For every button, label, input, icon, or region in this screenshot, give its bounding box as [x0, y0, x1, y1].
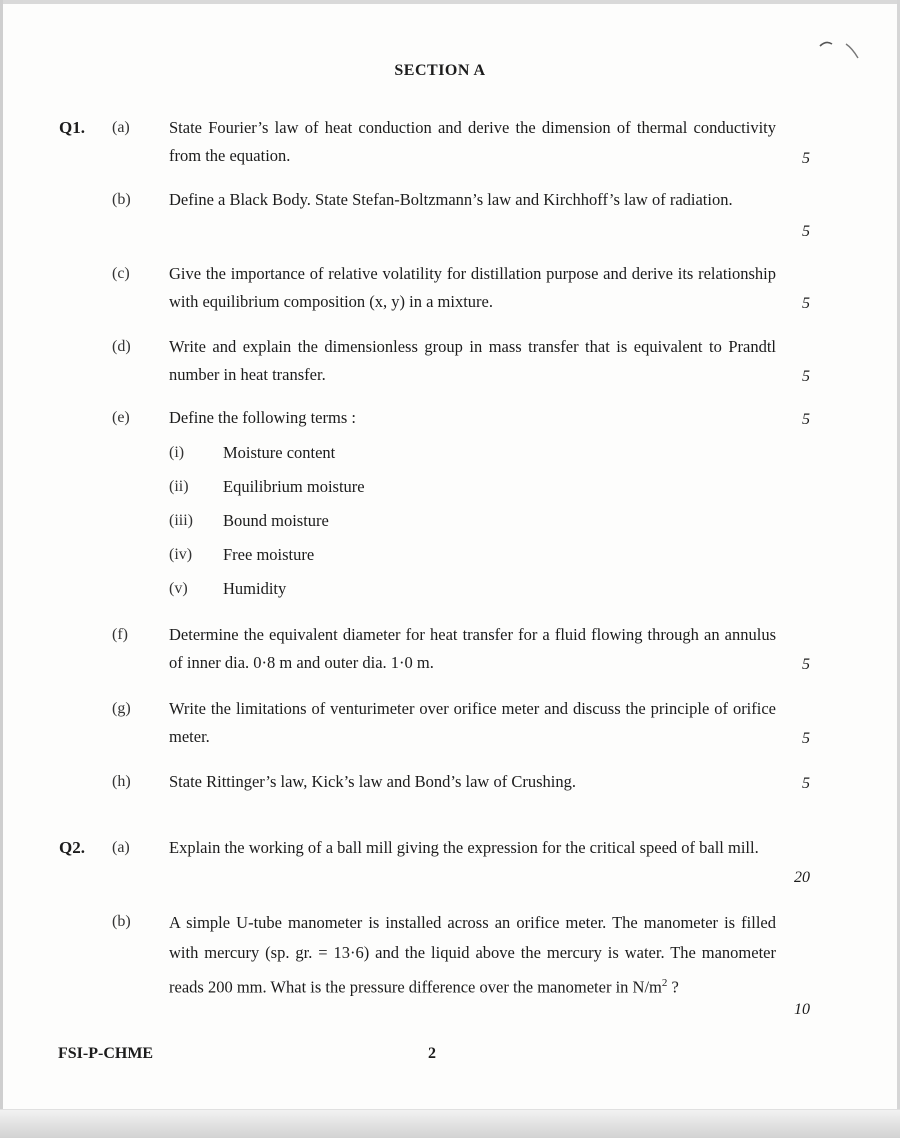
q2a-text: Explain the working of a ball mill giving the expression for the critical speed of ball mill. [169, 838, 759, 857]
q1e-marks: 5 [802, 411, 810, 428]
term-label: (iii) [169, 512, 193, 529]
term-text: Free moisture [223, 545, 315, 564]
question-number-q1: Q1. [59, 118, 85, 137]
q1h-label: (h) [112, 773, 131, 790]
q1f-marks: 5 [802, 656, 810, 673]
q1c-marks: 5 [802, 295, 810, 312]
scan-edge-left [0, 0, 3, 1138]
q1a-marks: 5 [802, 150, 810, 167]
q1e-text: Define the following terms : [169, 408, 356, 427]
q1e-label: (e) [112, 409, 130, 426]
term-text: Humidity [223, 579, 287, 598]
q2a-marks: 20 [794, 869, 810, 886]
term-text: Bound moisture [223, 511, 329, 530]
q1d-text: Write and explain the dimensionless group in mass transfer that is equivalent to Prandtl number in heat transfer. [169, 337, 776, 384]
term-label: (v) [169, 580, 188, 597]
q2b-text-end: ? [667, 977, 679, 997]
q1h-text: State Rittinger’s law, Kick’s law and Bond’s law of Crushing. [169, 772, 576, 791]
scan-edge-top [0, 0, 900, 4]
q1d-label: (d) [112, 338, 131, 355]
q1h-marks: 5 [802, 775, 810, 792]
term-label: (iv) [169, 546, 193, 563]
q2b-label: (b) [112, 913, 131, 930]
q1g-label: (g) [112, 700, 131, 717]
q1a-text: State Fourier’s law of heat conduction and derive the dimension of thermal conductivity from the equation. [169, 118, 776, 165]
page-number: 2 [428, 1045, 436, 1062]
section-heading: SECTION A [394, 62, 486, 79]
q1g-text: Write the limitations of venturimeter over orifice meter and discuss the principle of orifice meter. [169, 699, 776, 746]
q2b-superscript: 2 [661, 977, 668, 989]
paper-code: FSI-P-CHME [58, 1045, 154, 1062]
term-text: Moisture content [223, 443, 336, 462]
q1f-text: Determine the equivalent diameter for heat transfer for a fluid flowing through an annulus of inner dia. 0·8 m and outer dia. 1·0 m. [169, 625, 776, 672]
q1d-marks: 5 [802, 368, 810, 385]
scan-edge-bottom [0, 1109, 900, 1138]
q1c-text: Give the importance of relative volatility for distillation purpose and derive its relationship with equilibrium composition (x, y) in a mixture. [169, 264, 776, 311]
q1b-marks: 5 [802, 223, 810, 240]
q2b-marks: 10 [794, 1001, 810, 1018]
q2b-text-main: A simple U-tube manometer is installed across an orifice meter. The manometer is filled with mercury (sp. gr. = 13·6) and the liquid above the mercury is water. The manometer reads 200 mm. What is the pressure difference over the manometer in N/m [169, 913, 776, 997]
q1c-label: (c) [112, 265, 130, 282]
term-text: Equilibrium moisture [223, 477, 365, 496]
q1a-label: (a) [112, 119, 130, 136]
q1b-label: (b) [112, 191, 131, 208]
q1f-label: (f) [112, 626, 128, 643]
question-number-q2: Q2. [59, 838, 85, 857]
q1b-text: Define a Black Body. State Stefan-Boltzmann’s law and Kirchhoff’s law of radiation. [169, 190, 733, 209]
term-label: (ii) [169, 478, 189, 495]
q2b-text [169, 908, 776, 1003]
q2a-label: (a) [112, 839, 130, 856]
q1g-marks: 5 [802, 730, 810, 747]
pen-mark [818, 36, 862, 62]
term-label: (i) [169, 444, 185, 461]
